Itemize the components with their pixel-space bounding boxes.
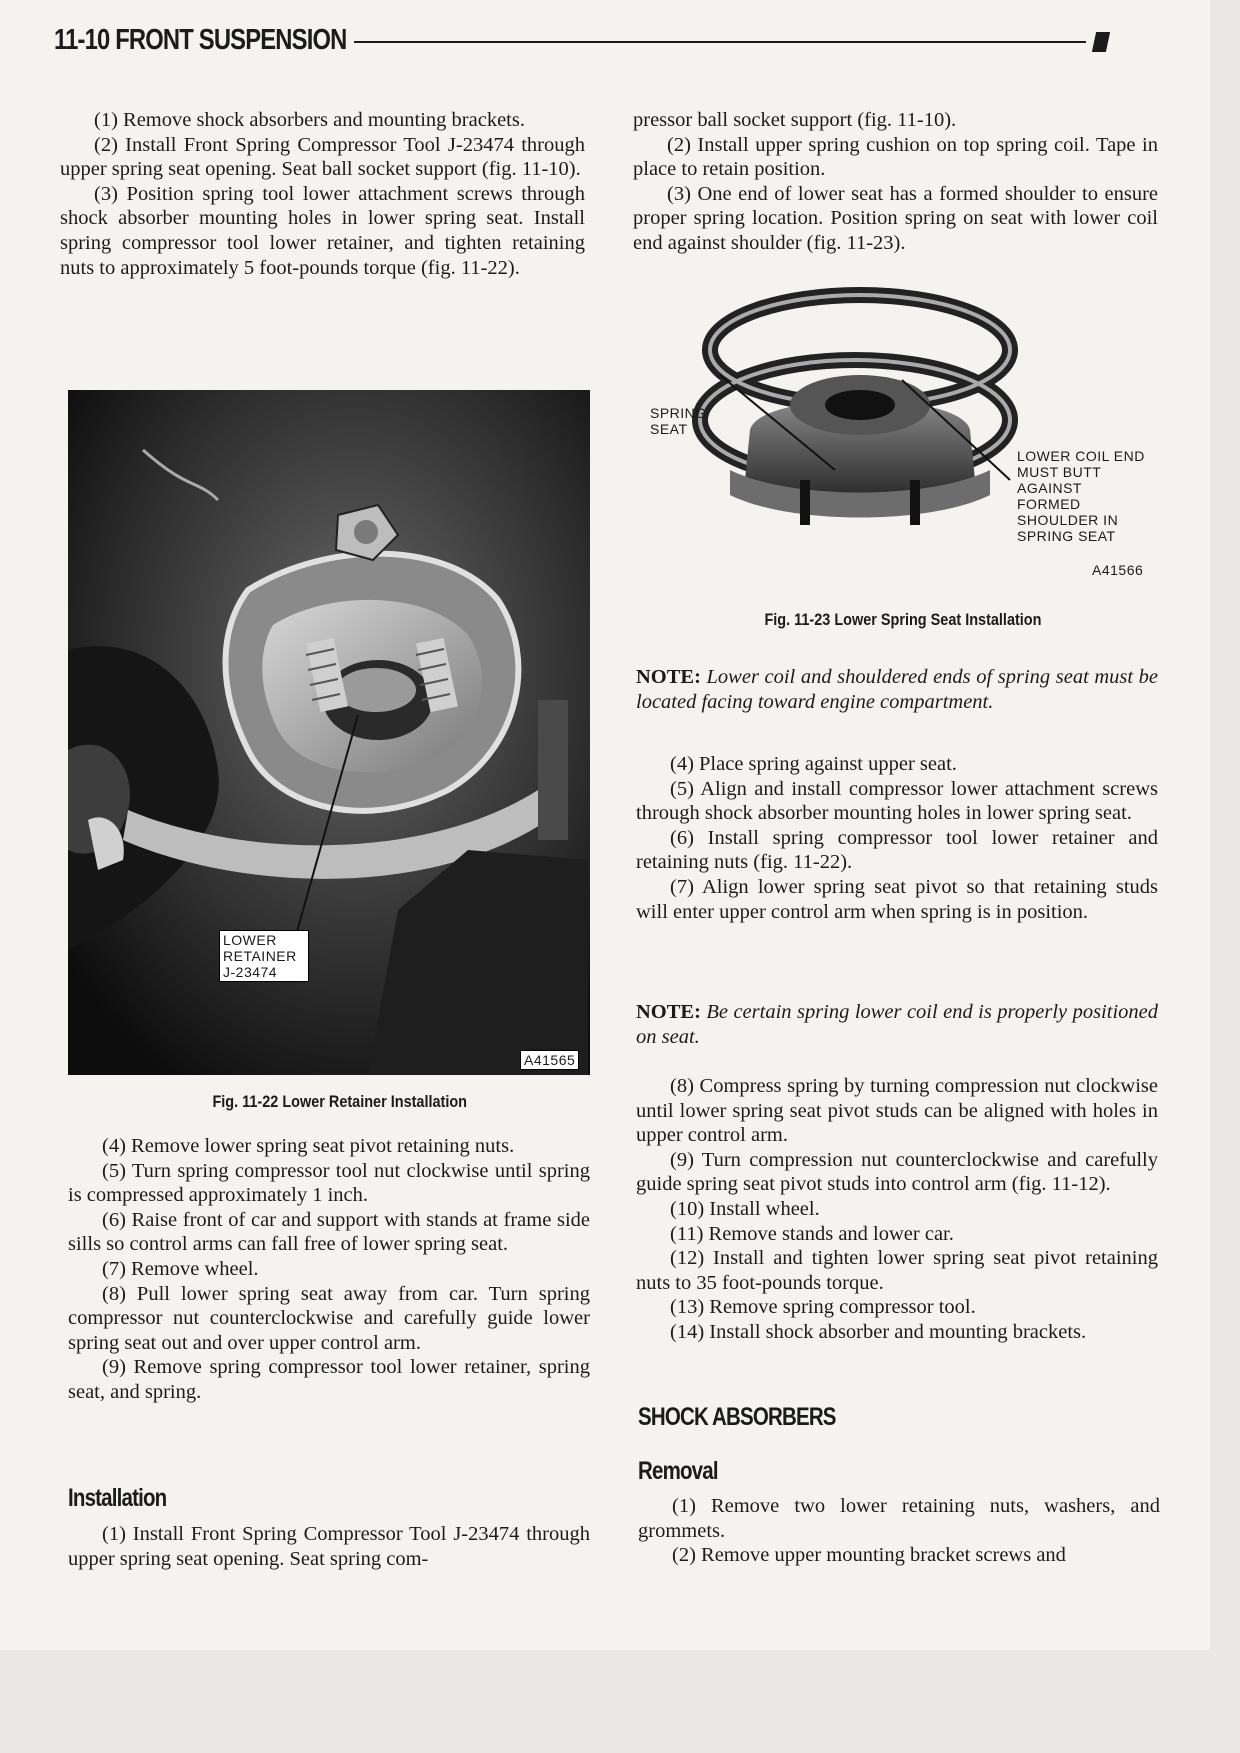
page-header (54, 24, 1154, 64)
paragraph: (10) Install wheel. (670, 1197, 820, 1220)
figure-caption: Fig. 11-23 Lower Spring Seat Installation (764, 610, 1042, 629)
note-label: NOTE: (636, 666, 701, 688)
right-column-lower (636, 1074, 1158, 1345)
installation-heading: Installation (68, 1484, 167, 1512)
removal-heading: Removal (638, 1457, 718, 1485)
page-title: 11-10 FRONT SUSPENSION (54, 24, 347, 56)
paragraph: pressor ball socket support (fig. 11-10). (633, 109, 957, 131)
paragraph: (1) Remove two lower retaining nuts, washers, and grommets. (638, 1495, 1160, 1542)
header-rule (354, 41, 1086, 43)
paragraph: (9) Turn compression nut counterclockwise and carefully guide spring seat pivot studs into control arm (fig. 11-12). (636, 1148, 1158, 1196)
paragraph: (1) Install Front Spring Compressor Tool J-23474 through upper spring seat opening. Seat spring com- (68, 1523, 590, 1570)
note-text: Lower coil and shouldered ends of spring seat must be located facing toward engine compartment. (636, 666, 1158, 713)
left-column (60, 108, 585, 280)
paragraph: (6) Raise front of car and support with stands at frame side sills so control arms can fall free of lower spring seat. (68, 1208, 590, 1256)
paragraph: (7) Align lower spring seat pivot so that retaining studs will enter upper control arm when spring is in position. (636, 875, 1158, 923)
figure-number: A41565 (520, 1050, 579, 1070)
paragraph: (8) Pull lower spring seat away from car. Turn spring compressor nut counterclockwise and carefully guide lower spring seat out and over upper control arm. (68, 1282, 590, 1354)
section-heading-shock-absorbers: SHOCK ABSORBERS (638, 1403, 836, 1431)
paragraph: (3) Position spring tool lower attachment screws through shock absorber mounting holes in lower spring seat. Install spring compressor tool lower retainer, and tighten retaining nuts to approximately 5 foot-pounds torque (fig. 11-22). (60, 182, 585, 279)
installation-text (68, 1522, 590, 1571)
paragraph: (2) Install Front Spring Compressor Tool J-23474 through upper spring seat opening. Seat ball socket support (fig. 11-10). (60, 133, 585, 181)
paragraph: (1) Remove shock absorbers and mounting brackets. (94, 109, 525, 131)
paragraph: (4) Remove lower spring seat pivot retaining nuts. (102, 1135, 515, 1157)
paragraph: (3) One end of lower seat has a formed shoulder to ensure proper spring location. Position spring on seat with lower coil end against shoulder (fig. 11-23). (633, 182, 1158, 254)
figure-caption: Fig. 11-22 Lower Retainer Installation (212, 1092, 468, 1111)
figure-callout-spring-seat: SPRING SEAT (650, 405, 707, 437)
paragraph: (13) Remove spring compressor tool. (670, 1296, 976, 1319)
lower-retainer-photo-illustration (68, 390, 590, 1075)
paragraph: (11) Remove stands and lower car. (670, 1222, 954, 1245)
note-2 (636, 1000, 1158, 1049)
figure-11-22-photo (68, 390, 590, 1075)
figure-number: A41566 (1092, 562, 1144, 578)
paragraph: (2) Remove upper mounting bracket screws and (672, 1544, 1066, 1567)
paragraph: (6) Install spring compressor tool lower retainer and retaining nuts (fig. 11-22). (636, 826, 1158, 874)
paragraph: (9) Remove spring compressor tool lower retainer, spring seat, and spring. (68, 1356, 590, 1403)
paragraph: (8) Compress spring by turning compression nut clockwise until lower spring seat pivot studs can be aligned with holes in upper control arm. (636, 1075, 1158, 1147)
brand-logo-icon (1092, 32, 1110, 52)
paragraph: (12) Install and tighten lower spring seat pivot retaining nuts to 35 foot-pounds torque. (636, 1247, 1158, 1294)
paragraph: (4) Place spring against upper seat. (670, 753, 957, 775)
note-1 (636, 665, 1158, 714)
paragraph: (14) Install shock absorber and mounting brackets. (670, 1320, 1087, 1343)
right-column-middle (636, 752, 1158, 924)
paragraph: (5) Turn spring compressor tool nut clockwise until spring is compressed approximately 1 inch. (68, 1159, 590, 1207)
left-column-lower (68, 1134, 590, 1405)
removal-text (638, 1494, 1160, 1568)
paragraph: (2) Install upper spring cushion on top spring coil. Tape in place to retain position. (633, 133, 1158, 181)
paragraph: (5) Align and install compressor lower attachment screws through shock absorber mounting holes in lower spring seat. (636, 777, 1158, 825)
note-text: Be certain spring lower coil end is properly positioned on seat. (636, 1001, 1158, 1048)
right-column (633, 108, 1158, 256)
note-label: NOTE: (636, 1001, 701, 1023)
figure-callout-lower-retainer: LOWER RETAINER J-23474 (219, 930, 309, 982)
figure-callout-lower-coil: LOWER COIL END MUST BUTT AGAINST FORMED SHOULDER IN SPRING SEAT (1017, 448, 1145, 544)
figure-11-23 (640, 280, 1160, 590)
paragraph: (7) Remove wheel. (102, 1257, 259, 1280)
